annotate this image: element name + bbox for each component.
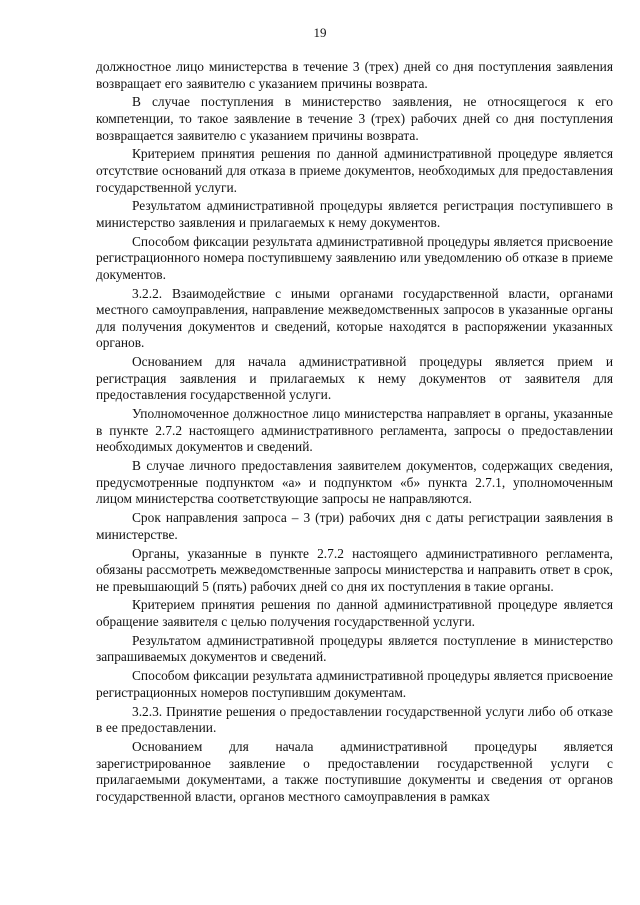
section-heading-3-2-3: 3.2.3. Принятие решения о предоставлении государственной услуги либо об отказе в ее предоставлении. xyxy=(96,703,613,736)
paragraph: В случае личного предоставления заявителем документов, содержащих сведения, предусмотренные подпунктом «а» и подпунктом «б» пункта 2.7.1, уполномоченным лицом министерства соответствующие запросы не направляются. xyxy=(96,458,613,507)
paragraph: Срок направления запроса – 3 (три) рабочих дня с даты регистрации заявления в министерстве. xyxy=(96,510,613,542)
paragraph: Основанием для начала административной процедуры является зарегистрированное заявление о предоставлении государственной услуги с прилагаемыми документами, а также поступившие документы и сведения от органов государственной власти, органов местного самоуправления в рамках xyxy=(96,738,613,804)
paragraph: Критерием принятия решения по данной административной процедуре является обращение заявителя с целью получения государственной услуги. xyxy=(96,597,613,630)
paragraph: Основанием для начала административной процедуры является прием и регистрация заявления и прилагаемых к нему документов от заявителя для предоставления государственной услуги. xyxy=(96,354,613,403)
paragraph: Результатом административной процедуры является регистрация поступившего в министерство заявления и прилагаемых к нему документов. xyxy=(96,198,613,230)
document-body xyxy=(96,59,613,808)
paragraph: Уполномоченное должностное лицо министерства направляет в органы, указанные в пункте 2.7.2 настоящего административного регламента, запросы о предоставлении необходимых документов и сведений. xyxy=(96,406,613,455)
paragraph: Способом фиксации результата административной процедуры является присвоение регистрационных номеров поступившим документам. xyxy=(96,668,613,700)
paragraph: Результатом административной процедуры является поступление в министерство запрашиваемых документов и сведений. xyxy=(96,632,613,665)
paragraph: В случае поступления в министерство заявления, не относящегося к его компетенции, то такое заявление в течение 3 (трех) рабочих дней со дня поступления возвращается заявителю с указанием причины возврата. xyxy=(96,94,613,143)
paragraph: Органы, указанные в пункте 2.7.2 настоящего административного регламента, обязаны рассмотреть межведомственные запросы министерства и направить ответ в срок, не превышающий 5 (пять) рабочих дней со дня их поступления в такие органы. xyxy=(96,545,613,594)
paragraph: должностное лицо министерства в течение 3 (трех) дней со дня поступления заявления возвращает его заявителю с указанием причины возврата. xyxy=(96,59,613,91)
paragraph: Способом фиксации результата административной процедуры является присвоение регистрационного номера поступившему заявлению или уведомлению об отказе в приеме документов. xyxy=(96,233,613,282)
page-number: 19 xyxy=(313,25,327,40)
paragraph: Критерием принятия решения по данной административной процедуре является отсутствие оснований для отказа в приеме документов, необходимых для предоставления государственной услуги. xyxy=(96,146,613,195)
section-heading-3-2-2: 3.2.2. Взаимодействие с иными органами государственной власти, органами местного самоуправления, направление межведомственных запросов в указанные органы для получения документов и сведений, которые находятся в распоряжении указанных органов. xyxy=(96,285,613,351)
